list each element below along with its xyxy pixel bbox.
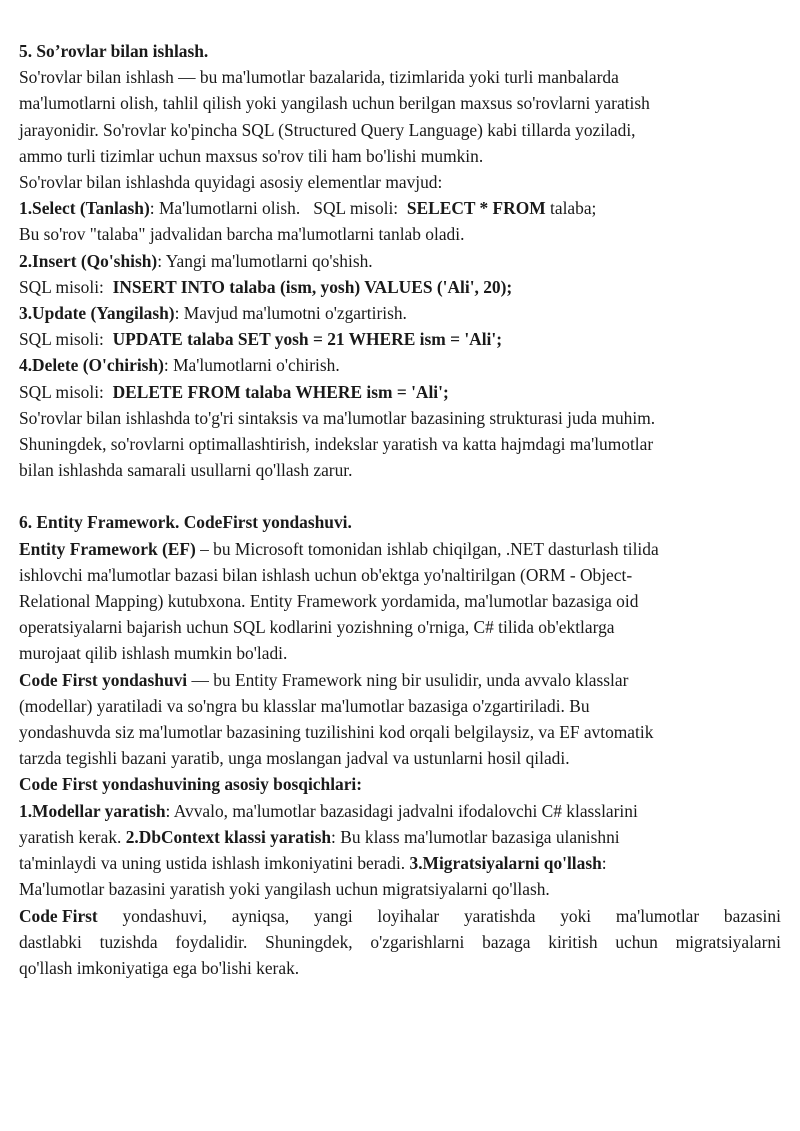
closing-term: Code First: [19, 905, 98, 926]
step-line: [19, 798, 781, 824]
section-6-heading: 6. Entity Framework. CodeFirst yondashuvi.: [19, 512, 352, 533]
step2-text-cont: ta'minlaydi va uning ustida ishlash imkoniyatini beradi.: [19, 853, 410, 874]
ef-definition: [19, 536, 781, 562]
select-code-tail: talaba;: [545, 198, 597, 219]
step2-title: 2.DbContext klassi yaratish: [125, 826, 332, 847]
update-code: UPDATE talaba SET yosh = 21 WHERE ism = 'Ali';: [112, 329, 503, 350]
closing-line-3: qo'llash imkoniyatiga ega bo'lishi kerak.: [19, 957, 300, 978]
steps-heading: Code First yondashuvining asosiy bosqichlari:: [19, 774, 363, 795]
step3-title: 3.Migratsiyalarni qo'llash: [409, 853, 602, 874]
closing-word: yaratishda: [463, 905, 536, 926]
closing-word: tuzishda: [99, 931, 158, 952]
code-first-definition: [19, 667, 781, 693]
step3-text: :: [601, 853, 607, 874]
select-title: 1.Select (Tanlash): [19, 198, 150, 219]
paragraph-line: operatsiyalarni bajarish uchun SQL kodlarini yozishning o'rniga, C# tilida ob'ektlarga: [19, 617, 615, 638]
paragraph-line: ishlovchi ma'lumotlar bazasi bilan ishlash uchun ob'ektga yo'naltirilgan (ORM - Object-: [19, 564, 633, 585]
ef-text: – bu Microsoft tomonidan ishlab chiqilgan, .NET dasturlash tilida: [195, 538, 659, 559]
paragraph-line: So'rovlar bilan ishlashda to'g'ri sintaksis va ma'lumotlar bazasining strukturasi juda muhim.: [19, 407, 656, 428]
update-item: [19, 300, 781, 326]
step2-text: : Bu klass ma'lumotlar bazasiga ulanishni: [331, 826, 620, 847]
paragraph-line: tarzda tegishli bazani yaratib, unga moslangan jadval va ustunlarni hosil qiladi.: [19, 748, 570, 769]
select-item: [19, 195, 781, 221]
document-page: [19, 38, 781, 981]
select-desc: : Ma'lumotlarni olish. SQL misoli:: [149, 198, 407, 219]
update-title: 3.Update (Yangilash): [19, 303, 175, 324]
step3-text-cont: Ma'lumotlar bazasini yaratish yoki yangilash uchun migratsiyalarni qo'llash.: [19, 879, 550, 900]
paragraph-line: So'rovlar bilan ishlashda quyidagi asosiy elementlar mavjud:: [19, 172, 443, 193]
closing-word: loyihalar: [377, 905, 440, 926]
insert-code: INSERT INTO talaba (ism, yosh) VALUES ('Ali', 20);: [112, 276, 513, 297]
paragraph-line: Shuningdek, so'rovlarni optimallashtirish, indekslar yaratish va katta hajmdagi ma'lumotlar: [19, 434, 654, 455]
closing-line-1: [19, 903, 781, 929]
delete-example: [19, 379, 781, 405]
update-desc: : Mavjud ma'lumotni o'zgartirish.: [174, 303, 407, 324]
select-code: SELECT * FROM: [406, 198, 546, 219]
closing-word: ayniqsa,: [231, 905, 290, 926]
delete-title: 4.Delete (O'chirish): [19, 355, 164, 376]
closing-word: bazaga: [482, 931, 531, 952]
closing-word: o'zgarishlarni: [370, 931, 465, 952]
step-line: [19, 824, 781, 850]
step1-text-cont: yaratish kerak.: [19, 826, 126, 847]
ef-term: Entity Framework (EF): [19, 538, 196, 559]
paragraph-line: jarayonidir. So'rovlar ko'pincha SQL (Structured Query Language) kabi tillarda yoziladi,: [19, 119, 636, 140]
insert-example: [19, 274, 781, 300]
select-note: Bu so'rov "talaba" jadvalidan barcha ma'lumotlarni tanlab oladi.: [19, 224, 465, 245]
paragraph-line: yondashuvda siz ma'lumotlar bazasining tuzilishini kod orqali belgilaysiz, va EF avtomatik: [19, 722, 654, 743]
closing-word: bazasini: [723, 905, 781, 926]
insert-title: 2.Insert (Qo'shish): [19, 250, 158, 271]
update-example: [19, 326, 781, 352]
closing-word: kiritish: [548, 931, 598, 952]
delete-item: [19, 352, 781, 378]
paragraph-line: Relational Mapping) kutubxona. Entity Framework yordamida, ma'lumotlar bazasiga oid: [19, 591, 639, 612]
delete-code: DELETE FROM talaba WHERE ism = 'Ali';: [112, 381, 449, 402]
paragraph-line: So'rovlar bilan ishlash — bu ma'lumotlar bazalarida, tizimlarida yoki turli manbalarda: [19, 67, 619, 88]
code-first-term: Code First yondashuvi: [19, 669, 188, 690]
closing-word: foydalidir.: [175, 931, 248, 952]
insert-item: [19, 248, 781, 274]
example-label: SQL misoli:: [19, 276, 113, 297]
closing-line-2: [19, 929, 781, 955]
insert-desc: : Yangi ma'lumotlarni qo'shish.: [157, 250, 373, 271]
step-line: [19, 850, 781, 876]
paragraph-line: murojaat qilib ishlash mumkin bo'ladi.: [19, 643, 288, 664]
closing-word: migratsiyalarni: [675, 931, 781, 952]
closing-word: Shuningdek,: [265, 931, 353, 952]
delete-desc: : Ma'lumotlarni o'chirish.: [163, 355, 340, 376]
example-label: SQL misoli:: [19, 329, 113, 350]
section-5-heading: 5. So’rovlar bilan ishlash.: [19, 41, 209, 61]
code-first-text: — bu Entity Framework ning bir usulidir, unda avvalo klasslar: [187, 669, 629, 690]
paragraph-line: (modellar) yaratiladi va so'ngra bu klasslar ma'lumotlar bazasiga o'zgartiriladi. Bu: [19, 695, 590, 716]
closing-word: yondashuvi,: [122, 905, 208, 926]
closing-word: uchun: [615, 931, 658, 952]
paragraph-line: bilan ishlashda samarali usullarni qo'llash zarur.: [19, 460, 353, 481]
paragraph-line: ma'lumotlarni olish, tahlil qilish yoki yangilash uchun berilgan maxsus so'rovlarni yaratish: [19, 93, 650, 114]
example-label: SQL misoli:: [19, 381, 113, 402]
closing-word: dastlabki: [19, 931, 82, 952]
closing-word: ma'lumotlar: [615, 905, 700, 926]
step1-text: : Avvalo, ma'lumotlar bazasidagi jadvalni ifodalovchi C# klasslarini: [165, 800, 638, 821]
paragraph-line: ammo turli tizimlar uchun maxsus so'rov tili ham bo'lishi mumkin.: [19, 145, 484, 166]
closing-word: yangi: [314, 905, 353, 926]
closing-word: yoki: [560, 905, 592, 926]
step1-title: 1.Modellar yaratish: [19, 800, 166, 821]
section-spacer: [19, 483, 781, 509]
